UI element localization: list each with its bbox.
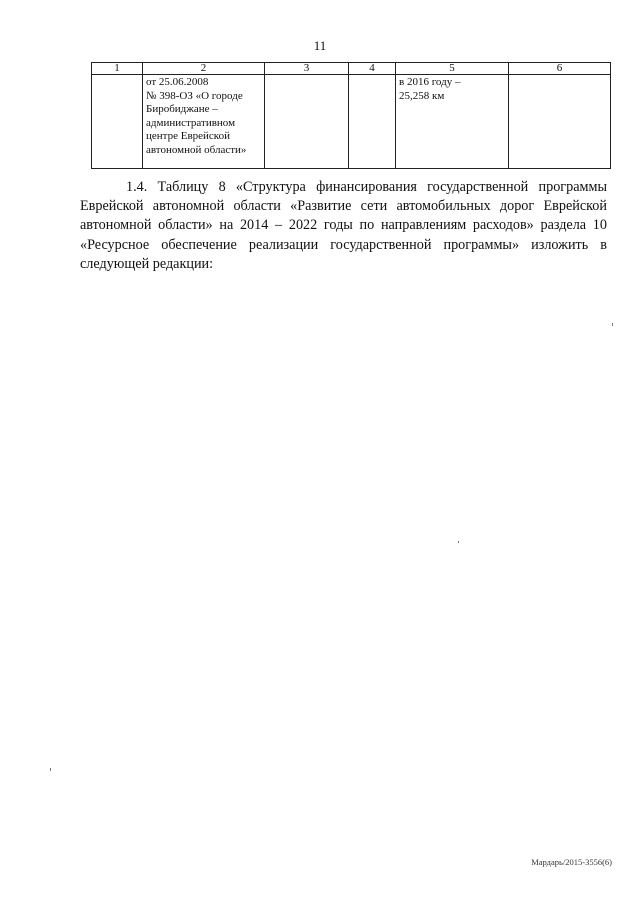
cell-line: в 2016 году – — [399, 76, 461, 88]
document-footer: Мардарь/2015-3556(6) — [531, 857, 612, 867]
table-header-cell: 6 — [509, 63, 611, 75]
table-header-cell: 4 — [349, 63, 396, 75]
table-header-row — [92, 63, 611, 75]
continuation-table — [91, 62, 611, 169]
cell-line: 25,258 км — [399, 89, 445, 102]
scan-speck — [612, 323, 613, 326]
cell-line: Биробиджане – — [146, 103, 218, 115]
table-cell-col3 — [265, 75, 349, 169]
table-header-cell: 1 — [92, 63, 143, 75]
table-header-cell: 2 — [143, 63, 265, 75]
cell-line: административном — [146, 116, 236, 129]
cell-line: центре Еврейской — [146, 130, 230, 142]
table-cell-col2 — [143, 75, 265, 169]
cell-line: от 25.06.2008 — [146, 76, 209, 88]
scan-speck — [458, 541, 459, 543]
page-number: 11 — [313, 38, 327, 53]
cell-line: № 398-ОЗ «О городе — [146, 89, 243, 102]
table-cell-col6 — [509, 75, 611, 169]
table-header-cell: 3 — [265, 63, 349, 75]
cell-line: автономной области» — [146, 143, 247, 156]
body-paragraph: 1.4. Таблицу 8 «Структура финансирования государственной программы Еврейской автономной области «Развитие сети автомобильных дорог Еврейской автономной области» на 2014 – 2022 годы по направлениям расходов» раздела 10 «Ресурсное обеспечение реализации государственной программы» изложить в следующей редакции: — [80, 179, 607, 272]
table-cell-col5 — [396, 75, 509, 169]
table-row — [92, 75, 611, 169]
table-cell-col4 — [349, 75, 396, 169]
table-header-cell: 5 — [396, 63, 509, 75]
scan-speck — [50, 768, 51, 771]
table-cell-col1 — [92, 75, 143, 169]
